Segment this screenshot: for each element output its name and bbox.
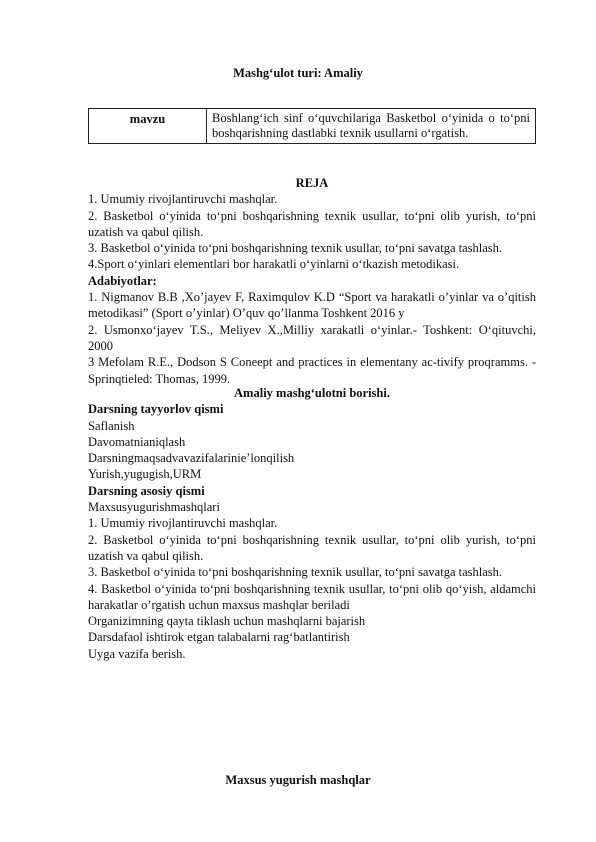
literature-item: 2. Usmonxo‘jayev T.S., Meliyev X.,Milliy xarakatli o‘yinlar.- Toshkent: O‘qituvchi, 2000 xyxy=(88,322,536,353)
main-item: Uyga vazifa berish. xyxy=(88,646,186,661)
main-item: 4. Basketbol o‘yinida to‘pni boshqarishning texnik usullar, to‘pni olib qo‘yish, aldamchi harakatlar o’rgatish uchun maxsus mashqlar beriladi xyxy=(88,581,536,612)
prep-heading: Darsning tayyorlov qismi xyxy=(88,402,224,417)
main-heading: Darsning asosiy qismi xyxy=(88,483,205,498)
plan-heading: REJA xyxy=(295,176,329,190)
bottom-heading: Maxsus yugurish mashqlar xyxy=(225,773,371,787)
process-section xyxy=(88,385,536,662)
topic-value-cell: Boshlang‘ich sinf o‘quvchilariga Basketbol o‘yinida o to‘pni boshqarishning dastlabki texnik usullarni o‘rgatish. xyxy=(207,109,536,144)
literature-heading: Adabiyotlar: xyxy=(88,273,157,288)
main-item: 3. Basketbol o‘yinida to‘pni boshqarishning texnik usullar, to‘pni savatga tashlash. xyxy=(88,565,503,580)
literature-item: 1. Nigmanov B.B ,Xo’jayev F, Raximqulov K.D “Sport va harakatli o’yinlar va o’qitish metodikasi” (Sport o’yinlar) O’quv qo’llanma Toshkent 2016 y xyxy=(88,290,536,321)
plan-item: 4.Sport o‘yinlari elementlari bor harakatli o‘yinlarni o‘tkazish metodikasi. xyxy=(88,257,460,272)
process-heading: Amaliy mashg‘ulotni borishi. xyxy=(234,386,390,400)
plan-item: 3. Basketbol o‘yinida to‘pni boshqarishning texnik usullar, to‘pni savatga tashlash. xyxy=(88,241,503,256)
topic-key-cell: mavzu xyxy=(89,109,207,144)
topic-table xyxy=(88,108,536,144)
topic-row xyxy=(89,109,536,144)
page-title: Mashg‘ulot turi: Amaliy xyxy=(233,66,363,80)
main-item: Darsdafaol ishtirok etgan talabalarni rag‘batlantirish xyxy=(88,630,350,645)
plan-item: 1. Umumiy rivojlantiruvchi mashqlar. xyxy=(88,192,278,207)
plan-item: 2. Basketbol o‘yinida to‘pni boshqarishning texnik usullar, to‘pni olib yurish, to‘pni uzatish va qabul qilish. xyxy=(88,208,536,239)
prep-item: Saflanish xyxy=(88,418,135,433)
main-item: 2. Basketbol o‘yinida to‘pni boshqarishning texnik usullar, to‘pni olib yurish, to‘pni uzatish va qabul qilish. xyxy=(88,532,536,563)
main-item: 1. Umumiy rivojlantiruvchi mashqlar. xyxy=(88,516,278,531)
prep-item: Yurish,yugugish,URM xyxy=(88,467,202,482)
prep-item: Darsningmaqsadvavazifalarinie’lonqilish xyxy=(88,451,295,466)
literature-item: 3 Mefolam R.E., Dodson S Coneept and practices in elementany ac-tivify proqramms. - Sprinqtieled: Thomas, 1999. xyxy=(88,355,536,386)
main-item: Maxsusyugurishmashqlari xyxy=(88,500,220,515)
plan-section xyxy=(88,175,536,387)
prep-item: Davomatnianiqlash xyxy=(88,434,186,449)
main-item: Organizimning qayta tiklash uchun mashqlarni bajarish xyxy=(88,614,366,629)
